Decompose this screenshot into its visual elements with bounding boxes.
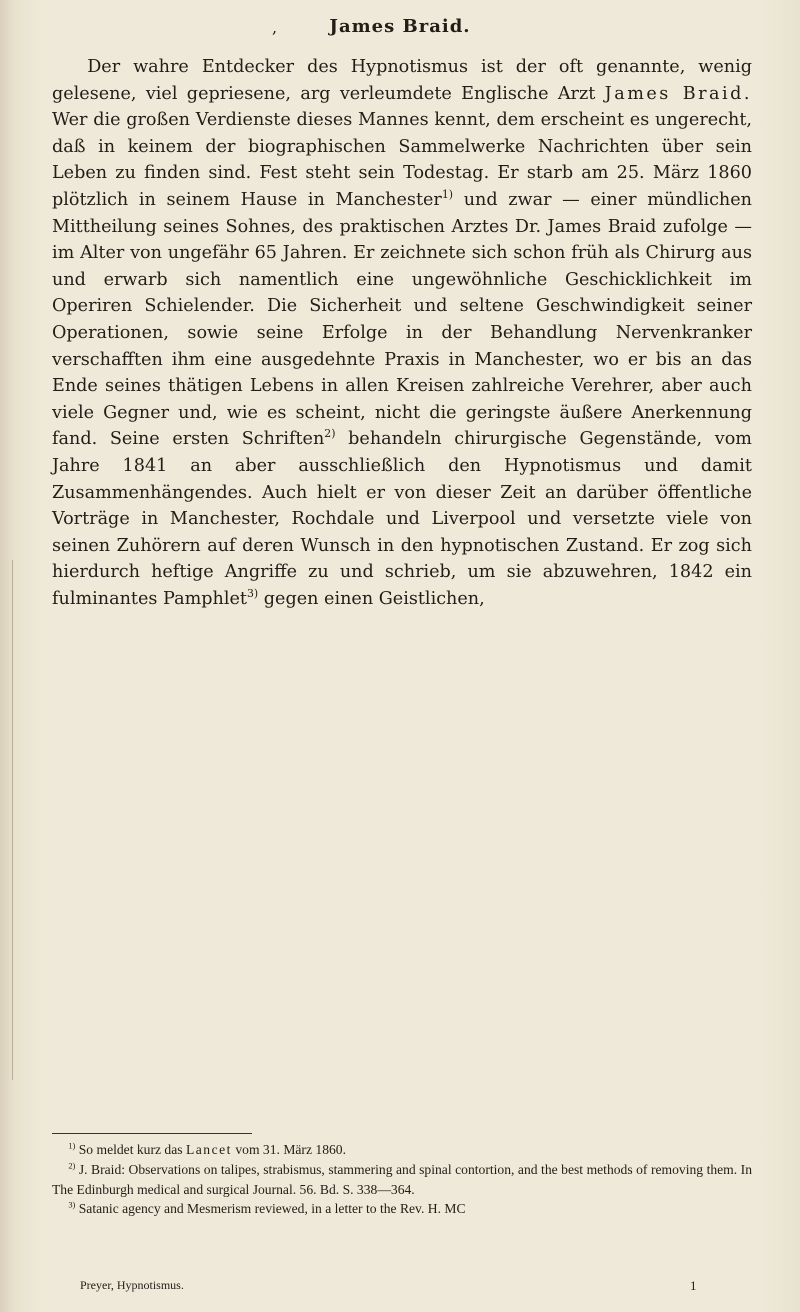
author-name: James Braid. [604, 83, 753, 104]
footnote-2 [52, 1160, 752, 1200]
footnote-divider [52, 1133, 252, 1134]
page-heading [0, 16, 800, 37]
paragraph-text-4: behandeln chirurgische Gegenstände, vom Jahre 1841 an aber ausschließlich den Hypnotismus und damit Zusammenhängendes. Auch hielt er von dieser Zeit an darüber öffentliche Vorträge in Manchester, Rochdale und Liverpool und versetzte viele von seinen Zuhörern auf deren Wunsch in den hypnotischen Zustand. Er zog sich hierdurch heftige Angriffe zu und schrieb, um sie abzuwehren, 1842 ein fulminantes Pamphlet [52, 429, 752, 609]
footnote-ref-3: 3) [246, 587, 259, 601]
footnote-ref-1: 1) [441, 188, 454, 202]
paragraph-text-1: Der wahre Entdecker des Hypnotismus ist der oft genannte, wenig gelesene, viel gepriesene, arg verleumdete Englische Arzt [52, 57, 752, 104]
heading-comma: , [272, 18, 279, 37]
footnote-3 [52, 1199, 752, 1219]
footnote-text: So meldet kurz das [78, 1142, 183, 1157]
paragraph-text-5: gegen einen Geistlichen, [263, 588, 485, 609]
paragraph-text-2: Wer die großen Verdienste dieses Mannes kennt, dem erscheint es ungerecht, daß in keinem der biographischen Sammelwerke Nachrichten über sein Leben zu finden sind. Fest steht sein Todestag. Er starb am 25. März 1860 plötzlich in seinem Hause in Manchester [52, 110, 752, 210]
footnote-text: Satanic agency and Mesmerism reviewed, in a letter to the Rev. H. MC [78, 1201, 466, 1217]
footnote-1 [52, 1140, 752, 1160]
footnote-text: J. Braid: Observations on talipes, strabismus, stammering and spinal contortion, and the best methods of removing them. In The Edinburgh medical and surgical Journal. 56. Bd. S. 338—364. [52, 1161, 752, 1197]
main-paragraph [52, 54, 752, 612]
heading-title: James Braid. [329, 16, 471, 37]
footnote-mark: 1) [68, 1140, 76, 1151]
footnote-ref-2: 2) [324, 427, 336, 441]
footnote-mark: 2) [68, 1160, 76, 1171]
footnote-mark: 3) [68, 1199, 76, 1210]
footnotes [52, 1140, 752, 1219]
page-edge-shadow [12, 560, 13, 1080]
footnote-text: vom 31. März 1860. [235, 1142, 346, 1157]
paragraph-text-3: und zwar — einer mündlichen Mittheilung seines Sohnes, des praktischen Arztes Dr. James Braid zufolge — im Alter von ungefähr 65 Jahren. Er zeichnete sich schon früh als Chirurg aus und erwarb sich namentlich eine ungewöhnliche Geschicklichkeit im Operiren Schielender. Die Sicherheit und seltene Geschwindigkeit seiner Operationen, sowie seine Erfolge in der Behandlung Nervenkranker verschafften ihm eine ausgedehnte Praxis in Manchester, wo er bis an das Ende seines thätigen Lebens in allen Kreisen zahlreiche Verehrer, aber auch viele Gegner und, wie es scheint, nicht die geringste äußere Anerkennung fand. Seine ersten Schriften [52, 189, 753, 450]
printer-signature: Preyer, Hypnotismus. [80, 1278, 184, 1292]
footnote-journal: Lancet [185, 1142, 232, 1157]
page-number: 1 [690, 1278, 697, 1293]
